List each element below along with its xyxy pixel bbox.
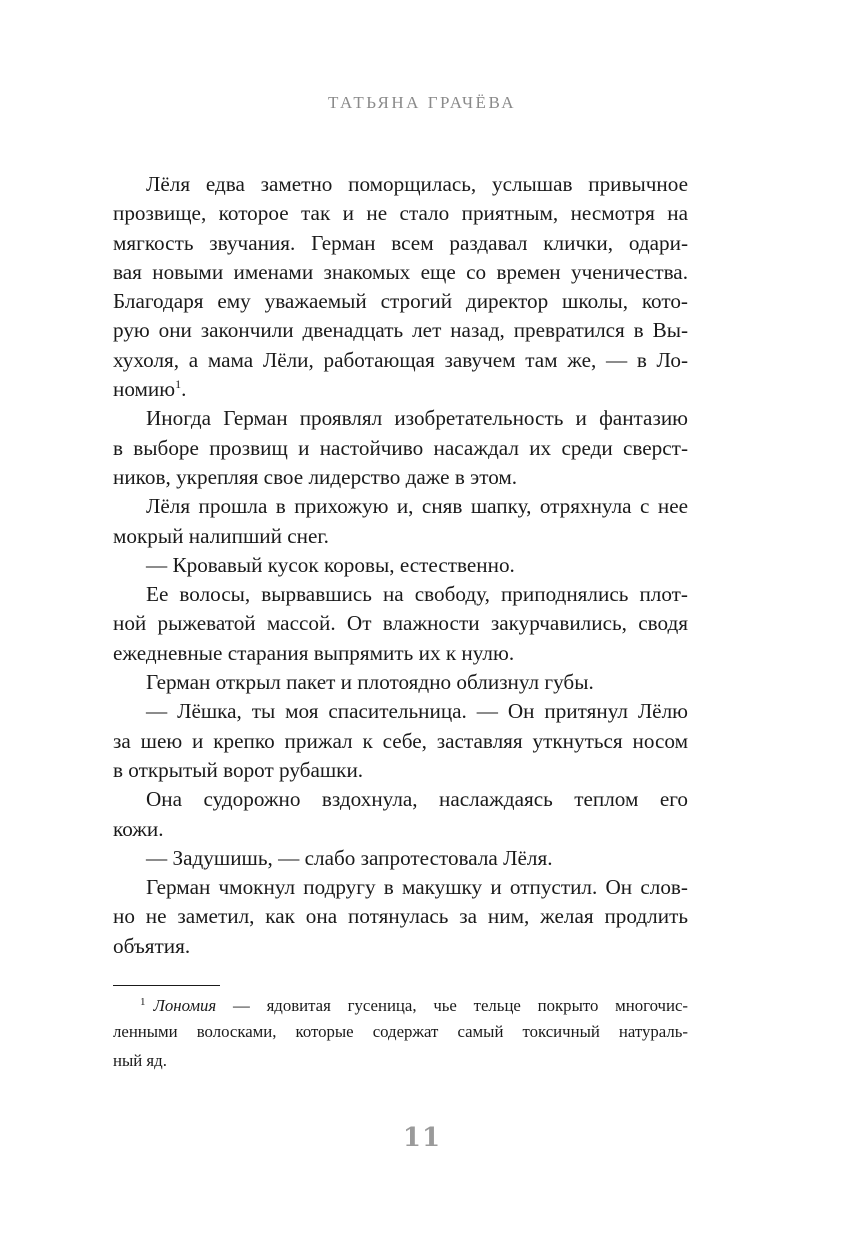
text-line: вая новыми именами знакомых еще со времен ученичества. <box>113 259 688 284</box>
text-line: кожи. <box>113 816 164 841</box>
text-line: ников, укрепляя свое лидерство даже в этом. <box>113 464 518 489</box>
text-line: Лёля едва заметно поморщилась, услышав привычное <box>146 172 688 196</box>
text-line: ной рыжеватой массой. От влажности закурчавились, сводя <box>113 611 688 636</box>
text-line: Иногда Герман проявлял изобретательность и фантазию <box>146 406 688 431</box>
footnote-reference: 1 <box>175 377 182 392</box>
footnote-line: ленными волосками, которые содержат самый токсичный натураль- <box>113 1022 688 1041</box>
text-line: мягкость звучания. Герман всем раздавал клички, одари- <box>113 230 688 255</box>
text-line: Герман чмокнул подругу в макушку и отпустил. Он слов- <box>146 875 688 900</box>
text-line <box>113 375 688 404</box>
running-header: ТАТЬЯНА ГРАЧЁВА <box>328 93 516 112</box>
text-line: — Кровавый кусок коровы, естественно. <box>146 552 515 577</box>
text-line: Она судорожно вздохнула, наслаждаясь теплом его <box>146 787 688 812</box>
text-line: Лёля прошла в прихожую и, сняв шапку, отряхнула с нее <box>146 494 688 519</box>
text-fragment: . <box>181 377 187 402</box>
text-line: — Задушишь, — слабо запротестовала Лёля. <box>146 845 553 870</box>
text-line: Ее волосы, вырвавшись на свободу, приподнялись плот- <box>146 582 688 607</box>
text-line: хухоля, а мама Лёли, работающая завучем там же, — в Ло- <box>113 347 688 372</box>
text-line: прозвище, которое так и не стало приятным, несмотря на <box>113 201 688 226</box>
text-line: Благодаря ему уважаемый строгий директор школы, кото- <box>113 289 688 314</box>
text-line: но не заметил, как она потянулась за ним, желая продлить <box>113 904 688 929</box>
footnote-divider <box>113 985 220 986</box>
text-line: — Лёшка, ты моя спасительница. — Он притянул Лёлю <box>146 699 688 724</box>
footnote-line: ный яд. <box>113 1051 167 1070</box>
text-line: в выборе прозвищ и настойчиво насаждал их среди сверст- <box>113 435 688 460</box>
text-line: ежедневные старания выпрямить их к нулю. <box>113 640 515 665</box>
footnote-term: Лономия <box>153 996 217 1015</box>
text-line: рую они закончили двенадцать лет назад, превратился в Вы- <box>113 318 688 343</box>
text-line: в открытый ворот рубашки. <box>113 757 364 782</box>
text-line: мокрый налипший снег. <box>113 523 329 548</box>
page-number: 11 <box>402 1123 442 1153</box>
text-line: объятия. <box>113 933 191 958</box>
footnote-number: 1 <box>140 996 146 1008</box>
footnote <box>113 988 688 1075</box>
main-text <box>113 170 688 961</box>
footnote-line <box>113 988 688 1017</box>
text-fragment: номию <box>113 377 176 402</box>
text-line: Герман открыл пакет и плотоядно облизнул губы. <box>146 670 594 695</box>
text-line: за шею и крепко прижал к себе, заставляя уткнуться носом <box>113 728 688 753</box>
footnote-text: — ядовитая гусеница, чье тельце покрыто многочис- <box>216 996 688 1015</box>
